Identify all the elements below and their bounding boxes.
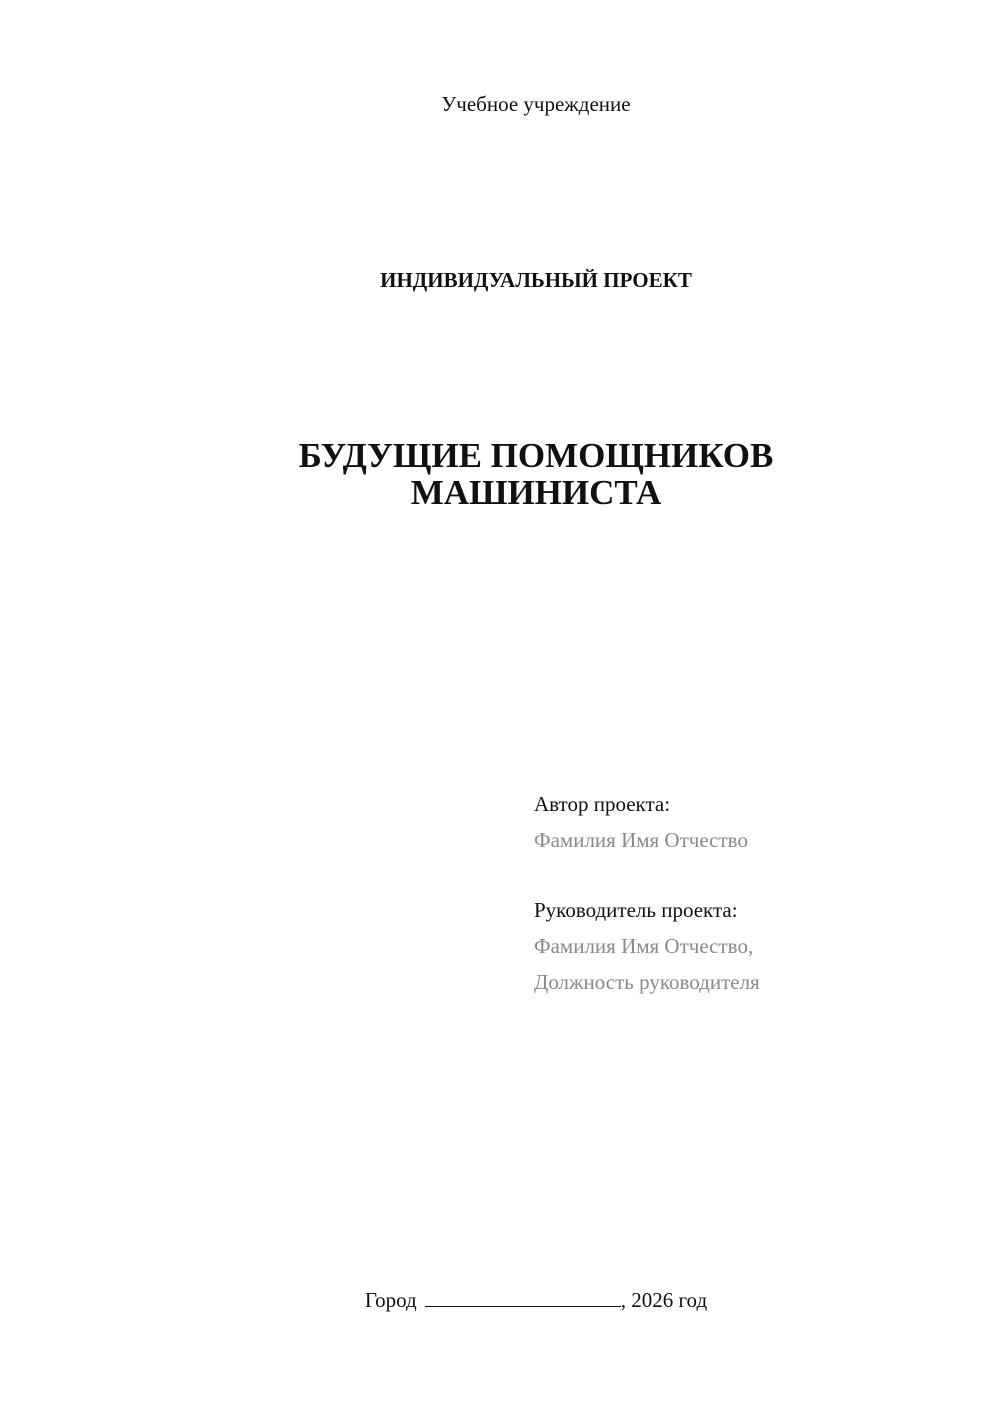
city-year-line xyxy=(0,1288,1000,1313)
supervisor-label: Руководитель проекта: xyxy=(534,898,738,922)
project-title xyxy=(0,437,1000,511)
institution-name: Учебное учреждение xyxy=(441,92,631,116)
project-title-line-1: БУДУЩИЕ ПОМОЩНИКОВ xyxy=(298,436,774,475)
city-label: Город xyxy=(364,1288,417,1312)
supervisor-position: Должность руководителя xyxy=(534,970,760,994)
author-block xyxy=(534,786,748,858)
city-blank-line xyxy=(425,1288,621,1307)
supervisor-block xyxy=(534,892,760,1000)
supervisor-name: Фамилия Имя Отчество, xyxy=(534,934,754,958)
author-label: Автор проекта: xyxy=(534,792,671,816)
author-name: Фамилия Имя Отчество xyxy=(534,828,748,852)
document-type: ИНДИВИДУАЛЬНЫЙ ПРОЕКТ xyxy=(380,268,692,292)
project-title-line-2: МАШИНИСТА xyxy=(410,473,662,512)
year-text: , 2026 год xyxy=(620,1288,708,1312)
